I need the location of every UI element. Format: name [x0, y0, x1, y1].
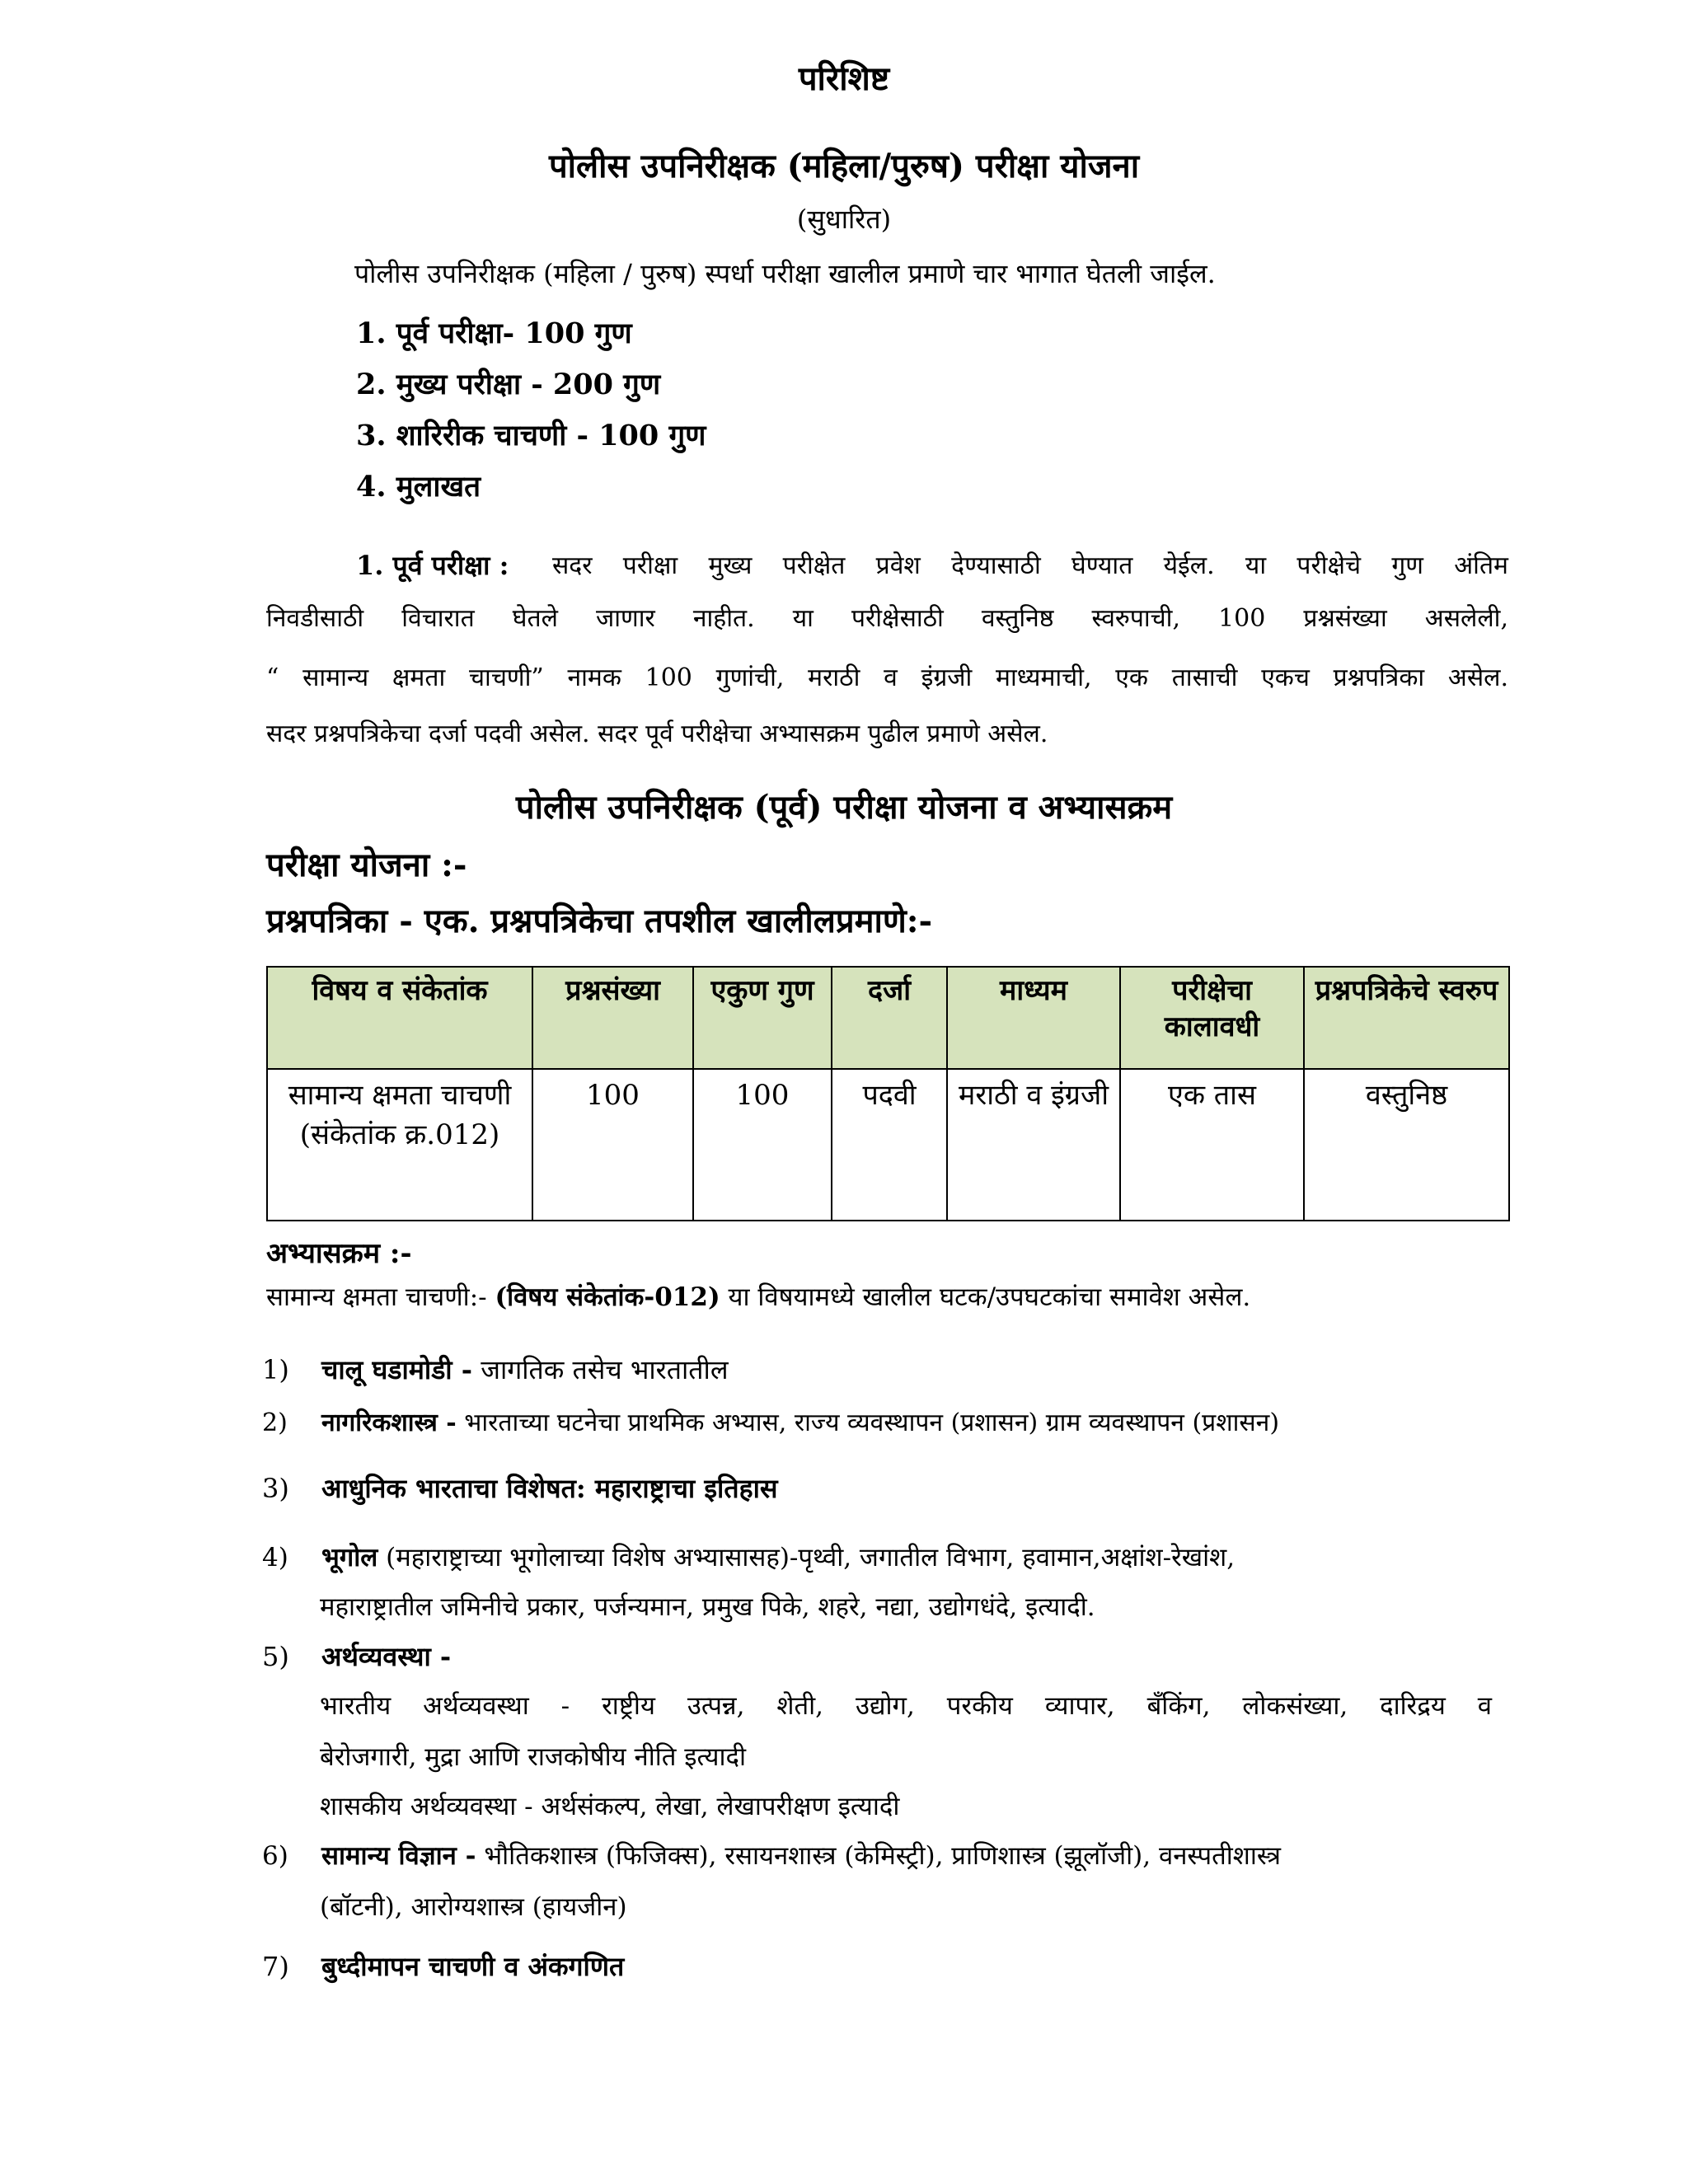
syllabus-item: 3) आधुनिक भारताचा विशेषत: महाराष्ट्राचा इतिहास [262, 1473, 778, 1504]
syllabus-item-continuation: भारतीय अर्थव्यवस्था - राष्ट्रीय उत्पन्न, शेती, उद्योग, परकीय व्यापार, बँकिंग, लोकसंख्या, दारिद्रय व [320, 1691, 1492, 1721]
column-header: माध्यम [947, 967, 1120, 1069]
part-item: 2. मुख्य परीक्षा - 200 गुण [356, 368, 661, 401]
part-item: 4. मुलाखत [356, 470, 481, 504]
syllabus-item-continuation: शासकीय अर्थव्यवस्था - अर्थसंकल्प, लेखा, लेखापरीक्षण इत्यादी [320, 1792, 900, 1821]
table-cell: 100 [532, 1069, 693, 1221]
syllabus-item: 1) चालू घडामोडी - जागतिक तसेच भारतातील [262, 1354, 729, 1385]
column-header: प्रश्नसंख्या [532, 967, 693, 1069]
syllabus-item: 4) भूगोल (महाराष्ट्राच्या भूगोलाच्या विशेष अभ्यासासह)-पृथ्वी, जगातील विभाग, हवामान,अक्षांश-रेखांश, [262, 1543, 1236, 1572]
prelim-label: 1. पूर्व परीक्षा : [356, 550, 509, 581]
exam-scheme-table [266, 966, 1510, 1221]
table-cell: सामान्य क्षमता चाचणी (संकेतांक क्र.012) [267, 1069, 532, 1221]
syllabus-item: 6) सामान्य विज्ञान - भौतिकशास्त्र (फिजिक्स), रसायनशास्त्र (केमिस्ट्री), प्राणिशास्त्र (झूलॉजी), वनस्पतीशास्त्र [262, 1841, 1282, 1871]
table-header-row [267, 967, 1509, 1069]
appendix-heading: परिशिष्ट [798, 59, 890, 98]
scheme-heading: परीक्षा योजना :- [266, 846, 467, 884]
column-header: विषय व संकेतांक [267, 967, 532, 1069]
prelim-line: “ सामान्य क्षमता चाचणी” नामक 100 गुणांची, मराठी व इंग्रजी माध्यमाची, एक तासाची एकच प्रश्नपत्रिका असेल. [266, 663, 1508, 692]
part-item: 3. शारिरीक चाचणी - 100 गुण [356, 419, 706, 452]
table-cell: वस्तुनिष्ठ [1304, 1069, 1509, 1221]
syllabus-heading: अभ्यासक्रम :- [266, 1237, 412, 1270]
table-cell: एक तास [1120, 1069, 1304, 1221]
prelim-line: निवडीसाठी विचारात घेतले जाणार नाहीत. या परीक्षेसाठी वस्तुनिष्ठ स्वरुपाची, 100 प्रश्नसंख्या असलेली, [266, 604, 1508, 633]
syllabus-item-continuation: (बॉटनी), आरोग्यशास्त्र (हायजीन) [320, 1892, 627, 1922]
column-header: परीक्षेचा कालावधी [1120, 967, 1304, 1069]
table-cell: पदवी [832, 1069, 947, 1221]
prelim-line: सदर परीक्षा मुख्य परीक्षेत प्रवेश देण्यासाठी घेण्यात येईल. या परीक्षेचे गुण अंतिम [552, 551, 1508, 580]
paper-heading: प्रश्नपत्रिका - एक. प्रश्नपत्रिकेचा तपशील खालीलप्रमाणे:- [266, 902, 933, 940]
syllabus-intro: सामान्य क्षमता चाचणी:- (विषय संकेतांक-012) या विषयामध्ये खालील घटक/उपघटकांचा समावेश असेल. [266, 1282, 1251, 1312]
syllabus-item: 5) अर्थव्यवस्था - [262, 1641, 452, 1672]
column-header: एकुण गुण [693, 967, 832, 1069]
syllabus-item-continuation: बेरोजगारी, मुद्रा आणि राजकोषीय नीति इत्यादी [320, 1742, 746, 1772]
column-header: दर्जा [832, 967, 947, 1069]
table-cell: मराठी व इंग्रजी [947, 1069, 1120, 1221]
column-header: प्रश्नपत्रिकेचे स्वरुप [1304, 967, 1509, 1069]
table-row [267, 1069, 1509, 1221]
section-title: पोलीस उपनिरीक्षक (पूर्व) परीक्षा योजना व अभ्यासक्रम [515, 788, 1173, 827]
document-title: पोलीस उपनिरीक्षक (महिला/पुरुष) परीक्षा योजना [548, 147, 1140, 185]
table-cell: 100 [693, 1069, 832, 1221]
prelim-line: सदर प्रश्नपत्रिकेचा दर्जा पदवी असेल. सदर पूर्व परीक्षेचा अभ्यासक्रम पुढील प्रमाणे असेल. [266, 719, 1048, 748]
syllabus-item-continuation: महाराष्ट्रातील जमिनीचे प्रकार, पर्जन्यमान, प्रमुख पिके, शहरे, नद्या, उद्योगधंदे, इत्यादी. [320, 1592, 1095, 1622]
part-item: 1. पूर्व परीक्षा- 100 गुण [356, 316, 632, 350]
document-subtitle: (सुधारित) [796, 204, 892, 235]
intro-text: पोलीस उपनिरीक्षक (महिला / पुरुष) स्पर्धा परीक्षा खालील प्रमाणे चार भागात घेतली जाईल. [354, 258, 1216, 289]
syllabus-item: 2) नागरिकशास्त्र - भारताच्या घटनेचा प्राथमिक अभ्यास, राज्य व्यवस्थापन (प्रशासन) ग्राम व्यवस्थापन (प्रशासन) [262, 1408, 1280, 1437]
syllabus-item: 7) बुध्दीमापन चाचणी व अंकगणित [262, 1951, 625, 1982]
